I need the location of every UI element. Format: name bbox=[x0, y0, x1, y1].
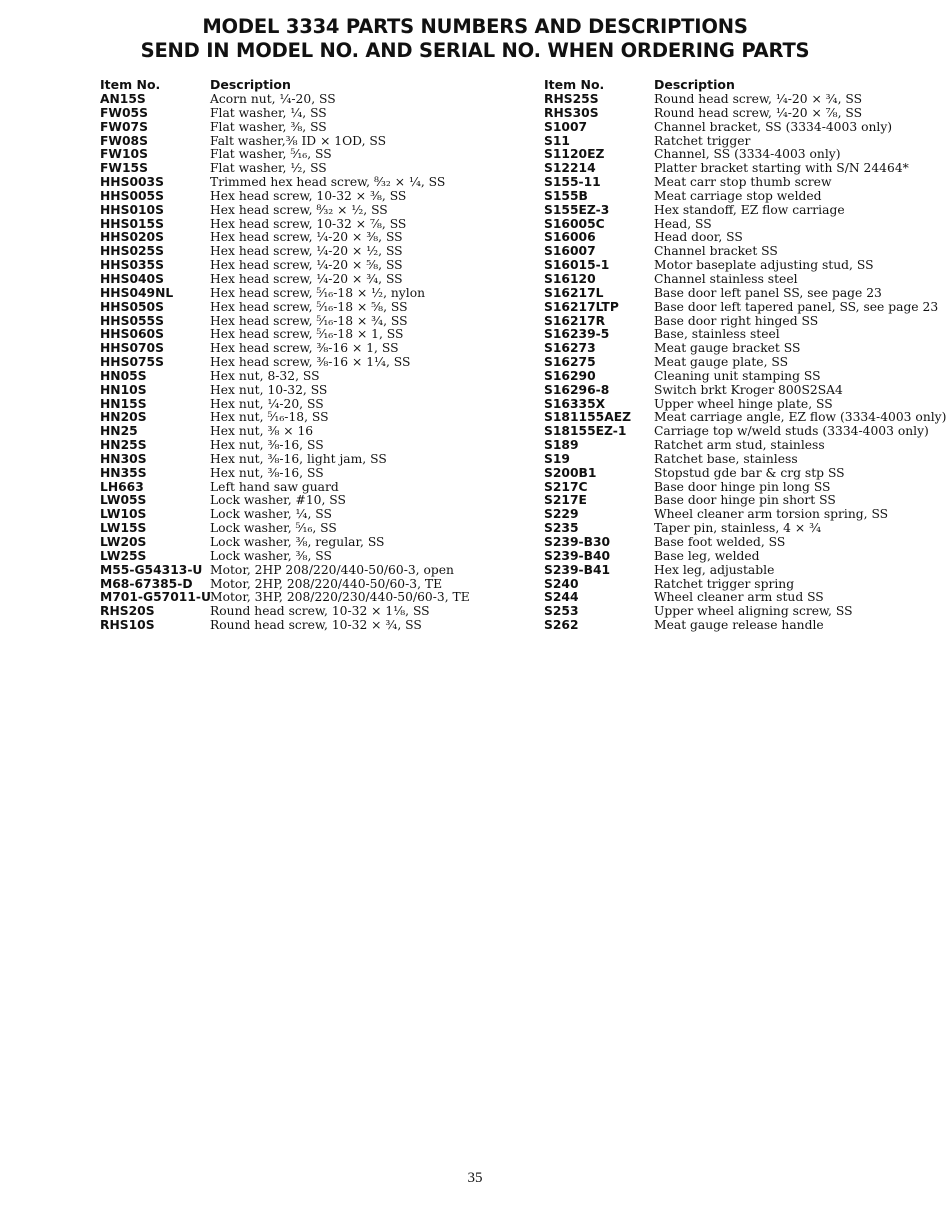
item-description: Hex nut, ⅜-16, light jam, SS bbox=[210, 451, 387, 466]
item-number: S16005C bbox=[544, 216, 605, 231]
item-description: Platter bracket starting with S/N 24464* bbox=[654, 161, 909, 176]
item-description: Meat gauge bracket SS bbox=[654, 341, 801, 356]
table-row bbox=[100, 398, 520, 412]
table-row bbox=[100, 135, 520, 149]
item-number: HHS049NL bbox=[100, 285, 174, 300]
item-number: S155EZ-3 bbox=[544, 202, 610, 217]
table-row bbox=[544, 204, 944, 218]
item-description: Round head screw, 10-32 × 1⅛, SS bbox=[210, 604, 430, 619]
table-row bbox=[544, 536, 944, 550]
item-number: S16290 bbox=[544, 368, 596, 383]
item-number: S189 bbox=[544, 438, 579, 453]
table-row bbox=[100, 245, 520, 259]
item-no-header: Item No. bbox=[100, 77, 161, 92]
item-description: Flat washer, ⅜, SS bbox=[210, 119, 327, 134]
table-row bbox=[100, 411, 520, 425]
item-number: S181155AEZ bbox=[544, 410, 632, 425]
table-row bbox=[544, 135, 944, 149]
table-row bbox=[544, 522, 944, 536]
item-description: Motor, 2HP 208/220/440-50/60-3, open bbox=[210, 562, 454, 577]
table-row bbox=[544, 410, 947, 425]
item-number: S240 bbox=[544, 576, 579, 591]
item-number: M701-G57011-U bbox=[100, 590, 211, 605]
table-row bbox=[100, 204, 520, 218]
item-description: Motor, 2HP, 208/220/440-50/60-3, TE bbox=[210, 576, 443, 591]
table-row bbox=[100, 121, 520, 135]
item-number: M55-G54313-U bbox=[100, 562, 203, 577]
item-description: Stopstud gde bar & crg stp SS bbox=[654, 465, 845, 480]
item-description: Switch brkt Kroger 800S2SA4 bbox=[654, 382, 843, 397]
table-row bbox=[544, 328, 944, 342]
item-number: S16217LTP bbox=[544, 299, 619, 314]
item-number: RHS20S bbox=[100, 604, 155, 619]
item-description: Base door left tapered panel, SS, see page 23 bbox=[654, 299, 939, 314]
item-description: Base, stainless steel bbox=[654, 327, 780, 342]
item-description: Flat washer, ¼, SS bbox=[210, 105, 327, 120]
page-number: 35 bbox=[467, 1170, 483, 1186]
item-description: Trimmed hex head screw, ⁸⁄₃₂ × ¼, SS bbox=[210, 175, 446, 190]
item-number: HHS035S bbox=[100, 258, 164, 273]
table-row bbox=[544, 564, 944, 578]
item-number: LW25S bbox=[100, 548, 147, 563]
item-description: Channel bracket, SS (3334-4003 only) bbox=[654, 119, 893, 134]
item-number: FW15S bbox=[100, 161, 148, 176]
item-number: S16120 bbox=[544, 271, 596, 286]
table-row bbox=[544, 148, 944, 162]
table-row bbox=[544, 176, 944, 190]
table-row bbox=[100, 218, 520, 232]
table-row bbox=[100, 162, 520, 176]
table-header bbox=[100, 76, 520, 93]
item-description: Base leg, welded bbox=[654, 548, 760, 563]
table-row bbox=[100, 467, 520, 481]
item-description: Hex head screw, ⁸⁄₃₂ × ½, SS bbox=[210, 202, 388, 217]
table-row bbox=[100, 384, 520, 398]
item-description: Taper pin, stainless, 4 × ¾ bbox=[654, 521, 822, 536]
table-row bbox=[544, 508, 944, 522]
table-header bbox=[544, 76, 944, 93]
item-description: Hex head screw, ¼-20 × ½, SS bbox=[210, 244, 403, 259]
item-number: S16006 bbox=[544, 230, 596, 245]
item-description: Hex head screw, ⅜-16 × 1¼, SS bbox=[210, 355, 411, 370]
item-description: Cleaning unit stamping SS bbox=[654, 368, 821, 383]
table-row bbox=[100, 591, 520, 605]
table-row bbox=[544, 287, 944, 301]
item-number: S155-11 bbox=[544, 175, 601, 190]
item-description: Head, SS bbox=[654, 216, 712, 231]
table-row bbox=[544, 384, 944, 398]
table-row bbox=[100, 578, 520, 592]
table-row bbox=[100, 93, 520, 107]
item-number: S19 bbox=[544, 451, 570, 466]
item-number: S235 bbox=[544, 521, 579, 536]
item-number: S12214 bbox=[544, 161, 596, 176]
item-description: Meat carriage angle, EZ flow (3334-4003 only) bbox=[654, 410, 947, 425]
item-number: LH663 bbox=[100, 479, 144, 494]
item-number: HHS020S bbox=[100, 230, 164, 245]
table-row bbox=[544, 315, 944, 329]
parts-table-left bbox=[100, 76, 520, 633]
item-number: S16296-8 bbox=[544, 382, 610, 397]
item-no-header: Item No. bbox=[544, 77, 605, 92]
table-row bbox=[100, 564, 520, 578]
item-description: Hex head screw, ⁵⁄₁₆-18 × ½, nylon bbox=[210, 285, 426, 300]
item-number: RHS25S bbox=[544, 92, 599, 106]
table-row bbox=[100, 522, 520, 536]
item-description: Lock washer, ⅜, SS bbox=[210, 548, 332, 563]
item-description: Hex head screw, ¼-20 × ⅝, SS bbox=[210, 258, 403, 273]
page-title: MODEL 3334 PARTS NUMBERS AND DESCRIPTIONS bbox=[202, 15, 748, 38]
item-number: S11 bbox=[544, 133, 570, 148]
page-subtitle: SEND IN MODEL NO. AND SERIAL NO. WHEN ORDERING PARTS bbox=[140, 39, 810, 62]
table-row bbox=[544, 259, 944, 273]
item-number: FW07S bbox=[100, 119, 148, 134]
item-description: Meat carr stop thumb screw bbox=[654, 175, 832, 190]
item-number: HHS050S bbox=[100, 299, 164, 314]
item-number: HN05S bbox=[100, 368, 147, 383]
item-description: Meat gauge release handle bbox=[654, 618, 824, 633]
item-description: Left hand saw guard bbox=[210, 479, 339, 494]
item-description: Lock washer, ¼, SS bbox=[210, 507, 332, 522]
table-row bbox=[544, 107, 944, 121]
item-description: Hex leg, adjustable bbox=[654, 562, 775, 577]
item-number: HHS010S bbox=[100, 202, 164, 217]
item-description: Lock washer, ⁵⁄₁₆, SS bbox=[210, 521, 337, 536]
item-number: S16275 bbox=[544, 355, 596, 370]
table-row bbox=[100, 439, 520, 453]
item-description: Hex standoff, EZ flow carriage bbox=[654, 202, 845, 217]
item-description: Lock washer, ⅜, regular, SS bbox=[210, 535, 385, 549]
item-description: Channel stainless steel bbox=[654, 271, 798, 286]
item-description: Hex head screw, ⁵⁄₁₆-18 × 1, SS bbox=[210, 327, 404, 342]
item-number: LW15S bbox=[100, 521, 147, 536]
item-description: Carriage top w/weld studs (3334-4003 only) bbox=[654, 424, 929, 439]
item-number: LW05S bbox=[100, 493, 147, 508]
item-number: S16217R bbox=[544, 313, 606, 328]
item-number: S239-B41 bbox=[544, 562, 611, 577]
rows-right bbox=[544, 92, 947, 633]
item-number: FW08S bbox=[100, 133, 148, 148]
item-number: S253 bbox=[544, 604, 579, 619]
table-row bbox=[544, 550, 944, 564]
item-description: Meat carriage stop welded bbox=[654, 188, 822, 203]
item-number: S1007 bbox=[544, 119, 588, 134]
item-number: M68-67385-D bbox=[100, 576, 193, 591]
table-row bbox=[544, 467, 944, 481]
item-number: RHS30S bbox=[544, 105, 599, 120]
item-number: HN35S bbox=[100, 465, 147, 480]
table-row bbox=[544, 190, 944, 204]
table-row bbox=[100, 148, 520, 162]
item-description: Channel bracket SS bbox=[654, 244, 778, 259]
item-description: Base door hinge pin long SS bbox=[654, 479, 831, 494]
item-description: Meat gauge plate, SS bbox=[654, 355, 789, 370]
description-header: Description bbox=[210, 77, 291, 92]
table-row bbox=[544, 121, 944, 135]
item-number: HN20S bbox=[100, 410, 147, 425]
item-number: HHS055S bbox=[100, 313, 164, 328]
item-number: S16015-1 bbox=[544, 258, 610, 273]
item-description: Hex nut, ⅜ × 16 bbox=[210, 424, 314, 439]
table-row bbox=[544, 370, 944, 384]
item-number: S16007 bbox=[544, 244, 596, 259]
item-number: HHS040S bbox=[100, 271, 164, 286]
item-number: FW10S bbox=[100, 147, 148, 162]
item-number: S18155EZ-1 bbox=[544, 424, 627, 439]
item-number: HN25 bbox=[100, 424, 138, 439]
item-description: Falt washer,⅜ ID × 1OD, SS bbox=[210, 133, 387, 148]
item-number: HHS003S bbox=[100, 175, 164, 190]
item-number: HHS015S bbox=[100, 216, 164, 231]
item-number: S16273 bbox=[544, 341, 596, 356]
table-row bbox=[544, 93, 944, 107]
item-description: Motor baseplate adjusting stud, SS bbox=[654, 258, 874, 273]
item-description: Wheel cleaner arm stud SS bbox=[654, 590, 824, 605]
item-number: HHS075S bbox=[100, 355, 164, 370]
item-number: S229 bbox=[544, 507, 579, 522]
item-number: HHS070S bbox=[100, 341, 164, 356]
item-description: Hex nut, ⅜-16, SS bbox=[210, 438, 324, 453]
item-description: Hex nut, 8-32, SS bbox=[210, 368, 320, 383]
item-number: S217C bbox=[544, 479, 588, 494]
table-row bbox=[100, 301, 520, 315]
item-description: Hex nut, ⅜-16, SS bbox=[210, 465, 324, 480]
item-description: Hex head screw, ¼-20 × ⅜, SS bbox=[210, 230, 403, 245]
table-row bbox=[544, 273, 944, 287]
table-row bbox=[544, 619, 944, 633]
item-number: AN15S bbox=[100, 92, 146, 106]
item-description: Motor, 3HP, 208/220/230/440-50/60-3, TE bbox=[210, 590, 470, 605]
table-row bbox=[544, 605, 944, 619]
table-row bbox=[544, 231, 944, 245]
item-description: Channel, SS (3334-4003 only) bbox=[654, 147, 841, 162]
item-number: FW05S bbox=[100, 105, 148, 120]
table-row bbox=[544, 398, 944, 412]
table-row bbox=[544, 245, 944, 259]
table-row bbox=[100, 273, 520, 287]
item-description: Head door, SS bbox=[654, 230, 743, 245]
item-description: Hex head screw, ⁵⁄₁₆-18 × ⅝, SS bbox=[210, 299, 408, 314]
item-number: S217E bbox=[544, 493, 587, 508]
table-row bbox=[100, 342, 520, 356]
table-row bbox=[100, 370, 520, 384]
item-description: Upper wheel hinge plate, SS bbox=[654, 396, 833, 411]
item-description: Base door left panel SS, see page 23 bbox=[654, 285, 882, 300]
table-row bbox=[544, 425, 944, 439]
item-description: Lock washer, #10, SS bbox=[210, 493, 346, 508]
item-description: Base foot welded, SS bbox=[654, 535, 786, 549]
parts-table-right bbox=[544, 76, 947, 633]
table-row bbox=[100, 107, 520, 121]
item-number: S16239-5 bbox=[544, 327, 610, 342]
table-row bbox=[100, 453, 520, 467]
table-row bbox=[100, 619, 520, 633]
table-row bbox=[100, 481, 520, 495]
item-number: S200B1 bbox=[544, 465, 597, 480]
item-description: Hex nut, ⁵⁄₁₆-18, SS bbox=[210, 410, 329, 425]
table-row bbox=[100, 315, 520, 329]
table-row bbox=[100, 494, 520, 508]
table-row bbox=[100, 287, 520, 301]
item-number: S16217L bbox=[544, 285, 604, 300]
item-description: Hex head screw, ⅜-16 × 1, SS bbox=[210, 341, 399, 356]
item-number: LW10S bbox=[100, 507, 147, 522]
table-row bbox=[544, 162, 944, 176]
item-description: Hex head screw, ¼-20 × ¾, SS bbox=[210, 271, 403, 286]
item-description: Flat washer, ⁵⁄₁₆, SS bbox=[210, 147, 332, 162]
item-description: Flat washer, ½, SS bbox=[210, 161, 327, 176]
table-row bbox=[100, 550, 520, 564]
table-row bbox=[544, 356, 944, 370]
item-number: HN25S bbox=[100, 438, 147, 453]
item-description: Round head screw, ¼-20 × ¾, SS bbox=[654, 92, 863, 106]
table-row bbox=[100, 176, 520, 190]
item-number: HN10S bbox=[100, 382, 147, 397]
table-row bbox=[544, 453, 944, 467]
table-row bbox=[100, 259, 520, 273]
item-number: S16335X bbox=[544, 396, 606, 411]
item-number: RHS10S bbox=[100, 618, 155, 633]
item-description: Upper wheel aligning screw, SS bbox=[654, 604, 853, 619]
item-number: HHS060S bbox=[100, 327, 164, 342]
table-row bbox=[544, 481, 944, 495]
item-description: Base door right hinged SS bbox=[654, 313, 819, 328]
item-description: Hex head screw, 10-32 × ⅞, SS bbox=[210, 216, 407, 231]
table-row bbox=[100, 536, 520, 550]
item-description: Round head screw, 10-32 × ¾, SS bbox=[210, 618, 422, 633]
item-number: S262 bbox=[544, 618, 579, 633]
item-number: S244 bbox=[544, 590, 579, 605]
table-row bbox=[544, 301, 944, 315]
table-row bbox=[544, 494, 944, 508]
item-description: Hex head screw, ⁵⁄₁₆-18 × ¾, SS bbox=[210, 313, 408, 328]
table-row bbox=[100, 328, 520, 342]
item-number: HHS025S bbox=[100, 244, 164, 259]
item-description: Base door hinge pin short SS bbox=[654, 493, 836, 508]
item-description: Wheel cleaner arm torsion spring, SS bbox=[654, 507, 889, 522]
description-header: Description bbox=[654, 77, 735, 92]
table-row bbox=[100, 190, 520, 204]
table-row bbox=[100, 231, 520, 245]
item-description: Hex head screw, 10-32 × ⅜, SS bbox=[210, 188, 407, 203]
item-number: HN15S bbox=[100, 396, 147, 411]
item-description: Hex nut, ¼-20, SS bbox=[210, 396, 324, 411]
table-row bbox=[544, 439, 944, 453]
item-number: S155B bbox=[544, 188, 588, 203]
table-row bbox=[544, 218, 944, 232]
table-row bbox=[544, 591, 944, 605]
item-description: Ratchet arm stud, stainless bbox=[654, 438, 825, 453]
item-number: HHS005S bbox=[100, 188, 164, 203]
table-row bbox=[100, 425, 520, 439]
item-description: Ratchet trigger bbox=[654, 133, 751, 148]
item-number: HN30S bbox=[100, 451, 147, 466]
item-description: Ratchet base, stainless bbox=[654, 451, 798, 466]
table-row bbox=[100, 605, 520, 619]
item-number: S1120EZ bbox=[544, 147, 605, 162]
table-row bbox=[100, 508, 520, 522]
item-description: Hex nut, 10-32, SS bbox=[210, 382, 328, 397]
table-row bbox=[544, 578, 944, 592]
item-number: S239-B30 bbox=[544, 535, 611, 549]
item-number: LW20S bbox=[100, 535, 147, 549]
item-description: Round head screw, ¼-20 × ⅞, SS bbox=[654, 105, 863, 120]
table-row bbox=[100, 356, 520, 370]
table-row bbox=[544, 342, 944, 356]
item-description: Ratchet trigger spring bbox=[654, 576, 795, 591]
item-description: Acorn nut, ¼-20, SS bbox=[210, 92, 336, 106]
item-number: S239-B40 bbox=[544, 548, 611, 563]
rows-left bbox=[100, 93, 520, 633]
